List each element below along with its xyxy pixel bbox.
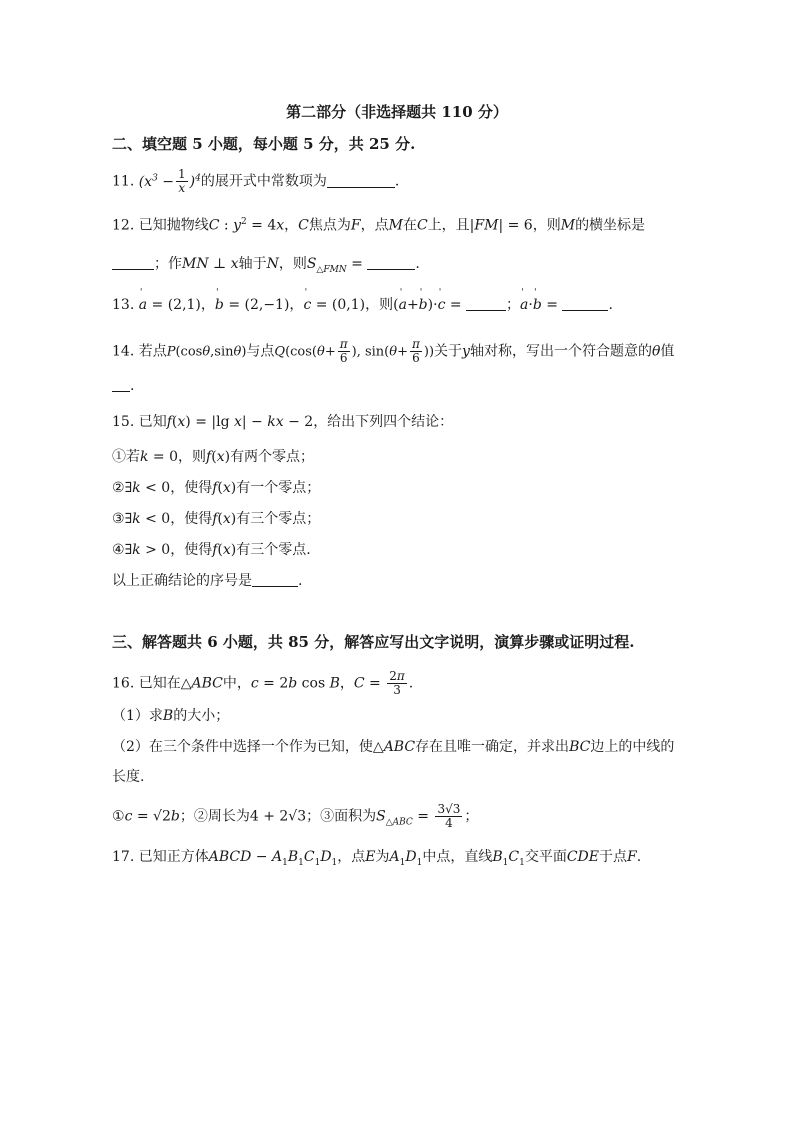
q11-number: 11. — [112, 173, 135, 190]
q13-then: ，则 — [365, 297, 394, 313]
q17-text-4: 中点，直线 — [422, 849, 493, 865]
q14-number: 14. — [112, 343, 135, 360]
q17-text-6: 于点 — [598, 849, 627, 865]
q13-answer-blank-1[interactable] — [466, 296, 506, 311]
q15-c4-c: 有三个零点. — [236, 542, 311, 558]
q15-conclusion-3: ③∃k < 0，使得f(x)有三个零点； — [112, 511, 321, 527]
q15-c2-b: ，使得 — [170, 480, 213, 496]
q15-number: 15. — [112, 414, 135, 430]
q14-answer-blank[interactable] — [112, 377, 130, 392]
q15-c3-a: ③ — [112, 511, 125, 527]
q15-c4-b: ，使得 — [170, 542, 213, 558]
question-15: 15. 已知f(x) = |lg x| − kx − 2，给出下列四个结论： — [112, 414, 454, 430]
q16-part-2-cont — [112, 767, 144, 787]
question-13: 13. ˈ a = (2,1)，ˈ b = (2,−1)，ˈ c = (0,1)，则(ˈ a+ˈ b)·ˈ c = ；ˈ a·ˈ b = . — [112, 295, 613, 315]
q16-p1-a: （1）求 — [112, 708, 163, 724]
q12-parabola: C — [208, 217, 220, 234]
part-title: 第二部分（非选择题共 110 分） — [286, 103, 508, 121]
q15-conclusion-2: ②∃k < 0，使得f(x)有一个零点； — [112, 480, 321, 496]
question-12: 12. 已知抛物线C : $y^2 = 4x$，C焦点为F，点M在C上，且|FM| = 6，则M的横坐标是 — [112, 217, 646, 234]
q16-area-fraction: $\frac{3√3}{4}$ — [437, 802, 461, 830]
vector-b: ˈ b — [215, 295, 224, 315]
question-14-cont: . — [112, 376, 134, 396]
q12-text-3: 焦点为 — [308, 217, 351, 234]
q12-text-1: 已知抛物线 — [138, 217, 209, 234]
q15-c1-b: ，则 — [178, 449, 207, 465]
q16-option-1: ① — [112, 808, 125, 825]
q12-text-8: 的横坐标是 — [575, 217, 646, 234]
q12-number: 12. — [112, 217, 135, 234]
q17-text-1: 已知正方体 — [138, 849, 209, 865]
q15-c2-a: ② — [112, 480, 125, 496]
q16-part-1: （1）求B的大小； — [112, 708, 230, 724]
question-11: 11. ($x^3$ − $\frac{1}{x}$ )$^4$的展开式中常数项为 . — [112, 167, 400, 196]
q17-text-3: 为 — [375, 849, 390, 865]
q12-text-5: 在 — [402, 217, 417, 234]
q15-c4-a: ④ — [112, 542, 125, 558]
question-12-cont: ；作MN ⊥ x轴于N，则$S_{\triangle FMN}$ = . — [112, 254, 420, 280]
q16-part-2: （2）在三个条件中选择一个作为已知，使△ABC存在且唯一确定，并求出BC边上的中线的 — [112, 739, 675, 755]
q14-fraction-2: $\frac{\pi}{6}$ — [412, 337, 420, 365]
q12-text-7: ，则 — [532, 217, 561, 234]
q14-text-2: 与点 — [246, 343, 275, 360]
question-16: 16. 已知在△ABC中，c = 2b cos B，C = $\frac{2\pi}{3}$ . — [112, 669, 414, 697]
q16-text-3: ， — [339, 675, 354, 692]
question-14: 14. 若点P(cosθ,sinθ)与点Q(cos(θ+ $\frac{\pi}{6}$ ), sin(θ+ $\frac{\pi}{6}$ ))关于y轴对称，写出一个符合题意的θ值 — [112, 337, 675, 365]
q11-expression: ($x^3$ − — [138, 173, 174, 190]
q16-fraction: $\frac{2\pi}{3}$ — [389, 669, 405, 697]
q15-answer-blank[interactable] — [252, 572, 298, 587]
q12-text-4: ，点 — [360, 217, 389, 234]
q12-text-10: 轴于 — [238, 256, 267, 272]
q12-text-2: ， — [284, 217, 299, 234]
q12-text-6: 上，且 — [427, 217, 470, 234]
question-17: 17. 已知正方体ABCD − $A_1B_1C_1D_1$，点E为$A_1D_1$中点，直线$B_1C_1$交平面CDE于点F. — [112, 849, 642, 868]
q17-number: 17. — [112, 849, 135, 865]
q17-text-5: 交平面 — [524, 849, 567, 865]
q16-p2-a: （2）在三个条件中选择一个作为已知，使 — [112, 739, 373, 755]
q12-answer-blank-2[interactable] — [367, 255, 415, 270]
q16-options: ①c = √2b；②周长为4 + 2√3；③面积为$S_{\triangle ABC}$ = $\frac{3√3}{4}$ ； — [112, 802, 479, 830]
q14-text-3: 关于 — [434, 343, 463, 360]
q16-p1-b: 的大小； — [173, 708, 230, 724]
q16-text-2: 中， — [222, 675, 251, 692]
q15-ending: 以上正确结论的序号是 . — [112, 573, 303, 589]
q16-option-3: ；③面积为 — [306, 808, 377, 825]
q12-text-9: ；作 — [154, 256, 182, 272]
q16-text-1: 已知在 — [138, 675, 181, 692]
section3-heading: 三、解答题共 6 小题，共 85 分，解答应写出文字说明，演算步骤或证明过程. — [112, 633, 635, 651]
q13-number: 13. — [112, 297, 135, 313]
q15-c3-c: 有三个零点； — [236, 511, 321, 527]
q16-p2-b: 存在且唯一确定，并求出 — [415, 739, 570, 755]
q15-conclusion-1: ①若k = 0，则f(x)有两个零点； — [112, 449, 315, 465]
q15-conclusion-4: ④∃k > 0，使得f(x)有三个零点. — [112, 542, 311, 558]
vector-c: ˈ c — [303, 295, 311, 315]
q11-answer-blank[interactable] — [327, 173, 395, 188]
q14-fraction-1: $\frac{\pi}{6}$ — [339, 337, 348, 365]
q14-text-5: 值 — [660, 343, 675, 360]
q16-option-2: ；②周长为 — [179, 808, 250, 825]
q15-c1-c: 有两个零点； — [230, 449, 315, 465]
q13-separator: ； — [506, 297, 521, 313]
q16-p2-d: 长度. — [112, 769, 145, 785]
q12-text-11: ，则 — [278, 256, 307, 272]
q14-text-4: 轴对称，写出一个符合题意的 — [469, 343, 652, 360]
q16-p2-c: 边上的中线的 — [590, 739, 675, 755]
q17-text-2: ，点 — [337, 849, 366, 865]
q16-number: 16. — [112, 675, 135, 692]
section2-heading: 二、填空题 5 小题，每小题 5 分，共 25 分. — [112, 135, 416, 153]
q12-answer-blank-1[interactable] — [112, 255, 154, 270]
q13-answer-blank-2[interactable] — [562, 296, 608, 311]
q15-c1-a: ①若 — [112, 449, 140, 465]
q15-intro-2: ，给出下列四个结论： — [313, 414, 454, 430]
q15-ending-text: 以上正确结论的序号是 — [112, 573, 252, 589]
q15-c3-b: ，使得 — [170, 511, 213, 527]
vector-a: ˈ a — [139, 295, 147, 315]
q15-c2-c: 有一个零点； — [236, 480, 321, 496]
q14-text-1: 若点 — [138, 343, 167, 360]
q11-text: 的展开式中常数项为 — [200, 173, 327, 190]
q11-fraction: $\frac{1}{x}$ — [178, 167, 186, 196]
q15-intro: 已知 — [138, 414, 167, 430]
